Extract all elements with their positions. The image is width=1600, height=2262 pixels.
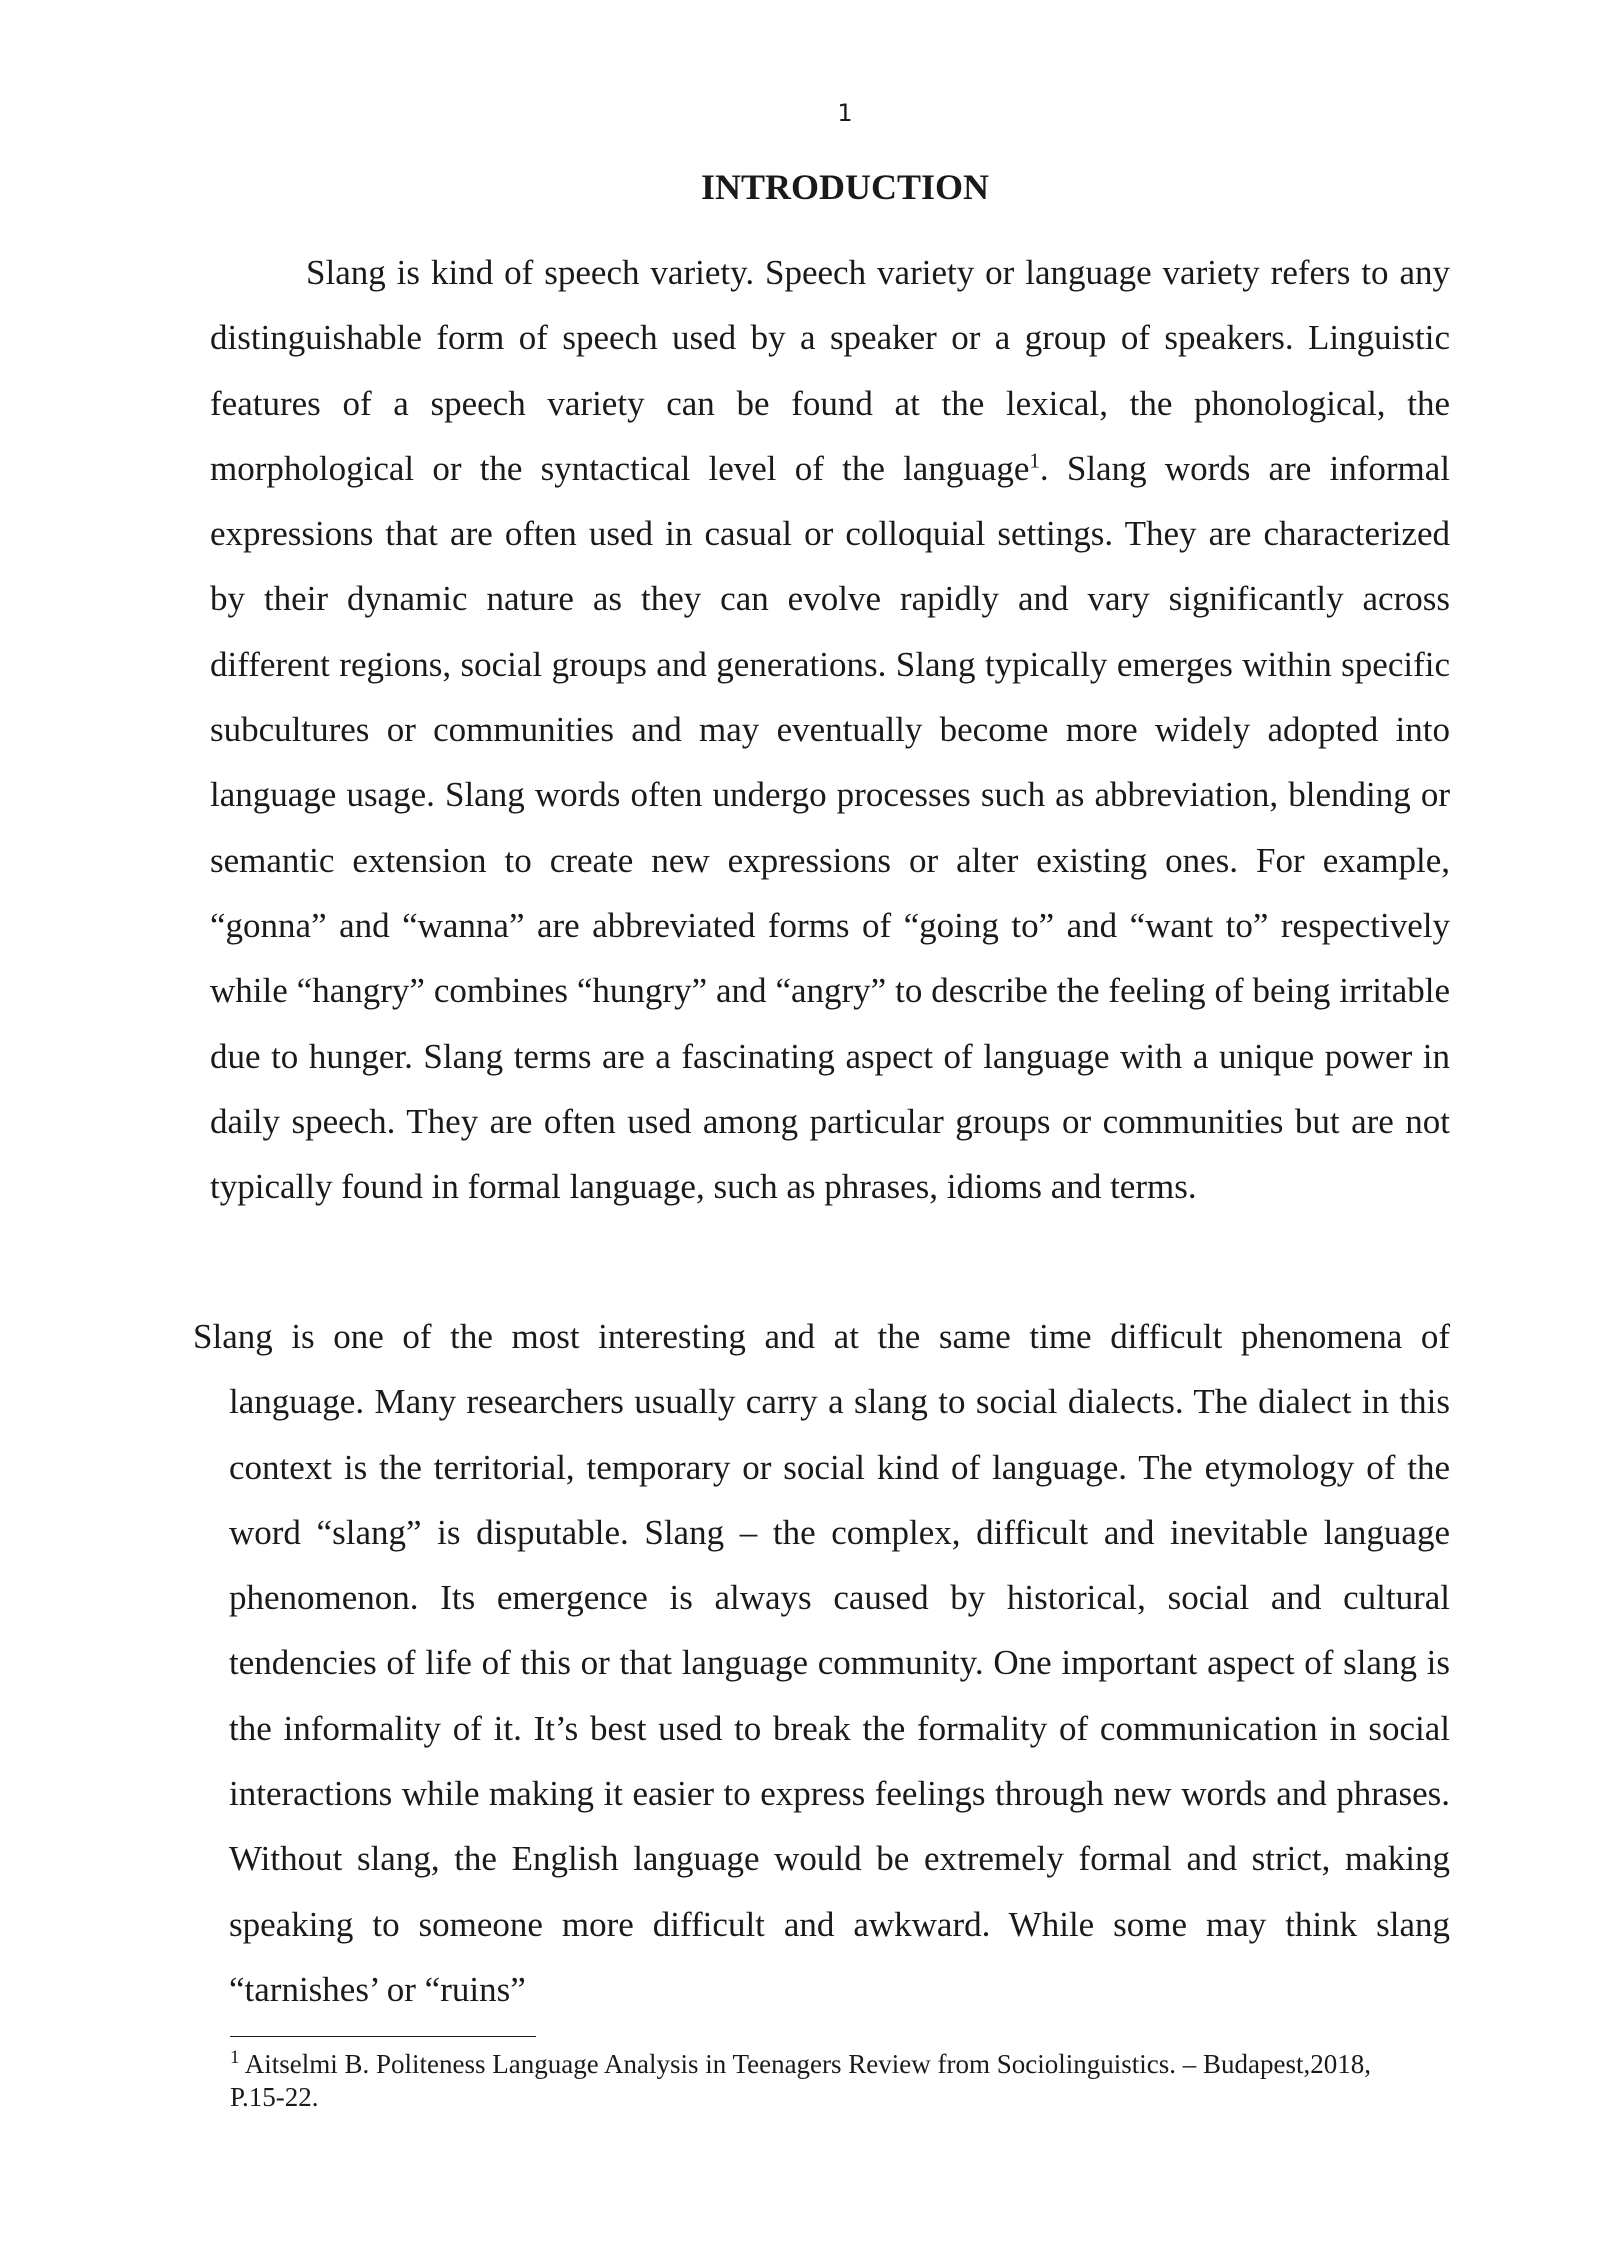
paragraph-2: Slang is one of the most interesting and at the same time difficult phenomena of language. Many researchers usually carry a slang to social dialects. The dialect in this context is the territorial, temporary or social kind of language. The etymology of the word “slang” is disputable. Slang – the complex, difficult and inevitable language phenomenon. Its emergence is always caused by historical, social and cultural tendencies of life of this or that language community. One important aspect of slang is the informality of it. It’s best used to break the formality of communication in social interactions while making it easier to express feelings through new words and phrases. Without slang, the English language would be extremely formal and strict, making speaking to someone more difficult and awkward. While some may think slang “tarnishes’ or “ruins” bbox=[193, 1317, 1450, 2009]
paragraph-1-text-after-ref: . Slang words are informal expressions that are often used in casual or colloquial settings. They are characterized by their dynamic nature as they can evolve rapidly and vary significantly across different regions, social groups and generations. Slang typically emerges within specific subcultures or communities and may eventually become more widely adopted into language usage. Slang words often undergo processes such as abbreviation, blending or semantic extension to create new expressions or alter existing ones. For example, “gonna” and “wanna” are abbreviated forms of “going to” and “want to” respectively while “hangry” combines “hungry” and “angry” to describe the feeling of being irritable due to hunger. Slang terms are a fascinating aspect of language with a unique power in daily speech. They are often used among particular groups or communities but are not typically found in formal language, such as phrases, idioms and terms. bbox=[210, 448, 1450, 1207]
footnote-reference: 1 bbox=[1029, 448, 1040, 473]
footnote-divider bbox=[230, 2036, 536, 2037]
paragraph-1 bbox=[210, 240, 1450, 1219]
page-title: INTRODUCTION bbox=[700, 167, 990, 207]
page-number: 1 bbox=[837, 99, 853, 127]
footnote-number: 1 bbox=[230, 2047, 240, 2068]
footnote-1 bbox=[230, 2048, 1410, 2114]
paragraph-1-text-before-ref: Slang is kind of speech variety. Speech variety or language variety refers to any distinguishable form of speech used by a speaker or a group of speakers. Linguistic features of a speech variety can be found at the lexical, the phonological, the morphological or the syntactical level of the language bbox=[210, 253, 1450, 488]
footnote-text: Aitselmi B. Politeness Language Analysis in Teenagers Review from Sociolinguistics. – Budapest,2018, P.15-22. bbox=[230, 2049, 1371, 2112]
